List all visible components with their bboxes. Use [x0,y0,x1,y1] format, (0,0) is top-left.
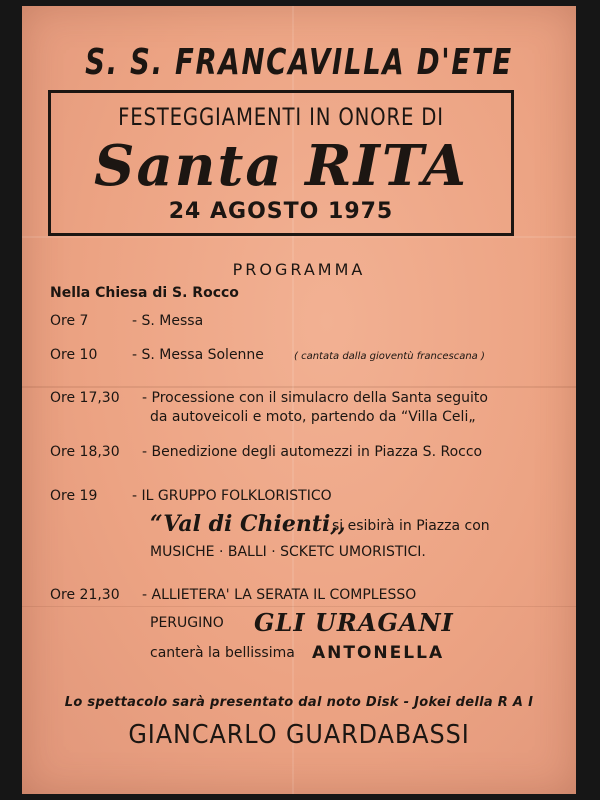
program-item-cont: PERUGINO [150,615,224,631]
time-label: Ore 7 [50,313,89,329]
program-item: - S. Messa [132,313,204,329]
time-label: Ore 19 [50,488,98,504]
title-box [48,90,514,236]
program-item-cont: MUSICHE · BALLI · SCKETC UMORISTICI. [150,544,426,560]
program-item: - Benedizione degli automezzi in Piazza S. Rocco [142,444,483,460]
program-item-cont: si esibirà in Piazza con [332,518,490,534]
program-item-cont: da autoveicoli e moto, partendo da “Villa Celi„ [150,409,476,425]
program-item-cont: canterà la bellissima [150,645,295,661]
town-title: S. S. FRANCAVILLA D'ETE [85,42,513,83]
poster [22,6,576,794]
band-name: GLI URAGANI [254,608,454,637]
program-item: - Processione con il simulacro della Santa seguito [142,390,488,406]
festivities-heading: FESTEGGIAMENTI IN ONORE DI [118,103,444,131]
program-item: - ALLIETERA' LA SERATA IL COMPLESSO [142,587,417,603]
program-item: - IL GRUPPO FOLKLORISTICO [132,488,332,504]
saint-name: Santa RITA [94,133,468,199]
time-label: Ore 18,30 [50,444,120,460]
group-name: “Val di Chienti,, [150,511,346,537]
singer-name: ANTONELLA [312,643,445,663]
time-label: Ore 17,30 [50,390,120,406]
presenter-line: Lo spettacolo sarà presentato dal noto Disk - Jokei della R A I [64,695,534,710]
church-location: Nella Chiesa di S. Rocco [50,285,239,301]
program-item: - S. Messa Solenne [132,347,264,363]
time-label: Ore 10 [50,347,98,363]
time-label: Ore 21,30 [50,587,120,603]
event-date: 24 AGOSTO 1975 [168,199,394,224]
presenter-name: GIANCARLO GUARDABASSI [128,720,470,750]
programma-heading: PROGRAMMA [232,260,366,279]
program-note: ( cantata dalla gioventù francescana ) [294,351,485,362]
